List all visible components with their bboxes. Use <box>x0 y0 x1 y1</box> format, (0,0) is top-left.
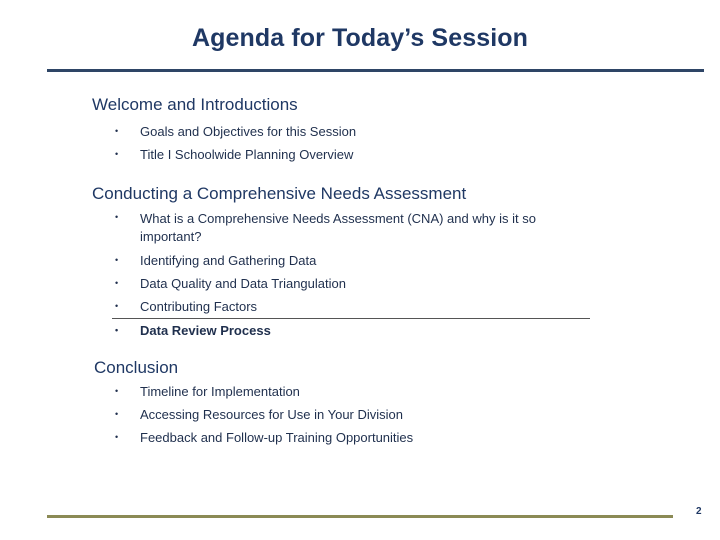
slide-title: Agenda for Today’s Session <box>192 24 528 52</box>
list-item-text: Timeline for Implementation <box>140 384 300 399</box>
list-item <box>112 272 600 295</box>
bullet-icon: • <box>115 432 119 442</box>
title-divider <box>47 69 704 72</box>
welcome-list <box>112 120 600 166</box>
bullet-icon: • <box>115 255 119 265</box>
list-item-text: Contributing Factors <box>140 299 258 314</box>
conclusion-list <box>112 380 600 449</box>
bullet-icon: • <box>115 325 119 335</box>
list-item <box>112 319 600 342</box>
list-item <box>112 249 600 272</box>
bullet-icon: • <box>115 126 119 136</box>
list-item <box>112 380 600 403</box>
list-item-text: Title I Schoolwide Planning Overview <box>140 147 354 162</box>
list-item-text: Identifying and Gathering Data <box>140 253 317 268</box>
section-heading-cna: Conducting a Comprehensive Needs Assessment <box>92 184 467 203</box>
list-item-text: Feedback and Follow-up Training Opportunities <box>140 430 414 445</box>
list-item-text: Data Review Process <box>140 323 271 338</box>
list-item-text: Data Quality and Data Triangulation <box>140 276 346 291</box>
section-heading-conclusion: Conclusion <box>94 358 179 377</box>
list-item <box>112 143 600 166</box>
list-item <box>112 295 590 319</box>
footer-divider <box>47 515 673 518</box>
list-item <box>112 120 600 143</box>
list-item <box>112 403 600 426</box>
bullet-icon: • <box>115 278 119 288</box>
cna-list <box>112 208 600 342</box>
section-heading-welcome: Welcome and Introductions <box>92 95 298 114</box>
bullet-icon: • <box>115 409 119 419</box>
list-item <box>112 426 600 449</box>
bullet-icon: • <box>115 301 119 311</box>
bullet-icon: • <box>115 212 119 222</box>
list-item-text: Goals and Objectives for this Session <box>140 124 357 139</box>
bullet-icon: • <box>115 386 119 396</box>
page-number: 2 <box>696 506 702 517</box>
list-item-text: What is a Comprehensive Needs Assessment (CNA) and why is it so important? <box>140 211 536 244</box>
list-item <box>112 208 582 249</box>
bullet-icon: • <box>115 149 119 159</box>
list-item-text: Accessing Resources for Use in Your Division <box>140 407 404 422</box>
